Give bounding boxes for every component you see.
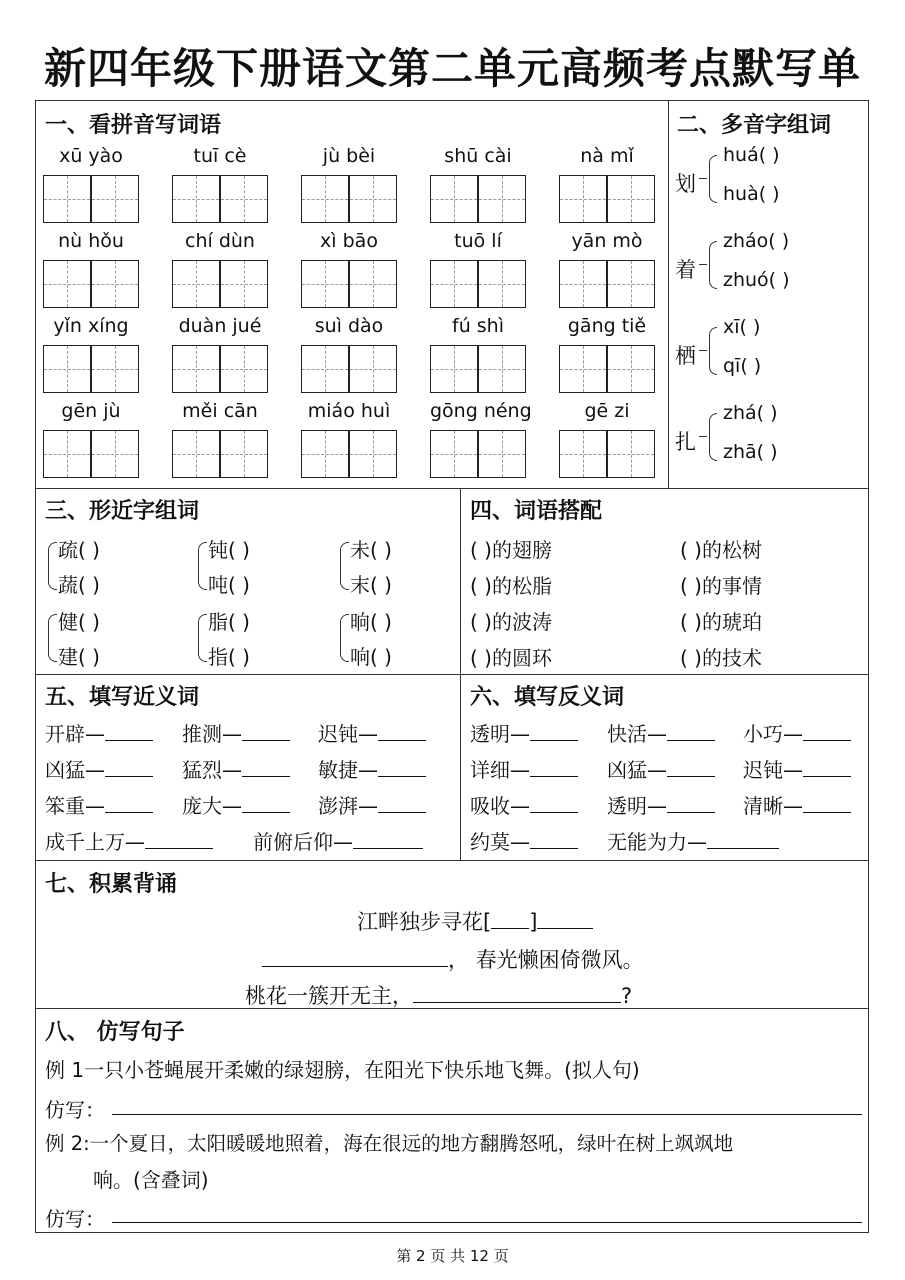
writing-box[interactable] bbox=[172, 260, 220, 308]
pinyin-label: gāng tiě bbox=[567, 315, 647, 337]
blank[interactable] bbox=[667, 812, 715, 813]
writing-box[interactable] bbox=[478, 175, 526, 223]
fill-word: 无能为力— bbox=[607, 830, 707, 854]
fill-item bbox=[182, 754, 290, 783]
blank[interactable] bbox=[537, 928, 593, 929]
fill-word: 快活— bbox=[607, 722, 667, 746]
collocation-item: ( )的琥珀 bbox=[680, 610, 762, 634]
pinyin-label: xì bāo bbox=[320, 230, 378, 252]
section-3-heading: 三、形近字组词 bbox=[45, 499, 200, 524]
example-2-line-2: 响。(含叠词) bbox=[93, 1168, 209, 1192]
fill-item bbox=[182, 790, 290, 819]
collocation-item: ( )的技术 bbox=[680, 646, 762, 670]
similar-char-item: 吨( ) bbox=[208, 573, 250, 597]
fill-item bbox=[470, 826, 578, 855]
similar-char-item: 脂( ) bbox=[208, 610, 250, 634]
polyphone-option: huà( ) bbox=[723, 183, 780, 205]
blank[interactable] bbox=[803, 776, 851, 777]
poem-line-2 bbox=[262, 944, 644, 974]
polyphone-option: zhuó( ) bbox=[723, 269, 790, 291]
pinyin-label: xū yào bbox=[59, 145, 123, 167]
writing-box[interactable] bbox=[478, 345, 526, 393]
fill-word: 敏捷— bbox=[318, 758, 378, 782]
writing-box[interactable] bbox=[43, 345, 91, 393]
writing-box[interactable] bbox=[349, 175, 397, 223]
polyphone-option: qī( ) bbox=[723, 355, 762, 377]
brace bbox=[709, 241, 717, 289]
divider bbox=[35, 674, 869, 675]
fill-word: 详细— bbox=[470, 758, 530, 782]
section-8-heading: 八、 仿写句子 bbox=[45, 1020, 185, 1045]
fill-item bbox=[470, 754, 578, 783]
blank[interactable] bbox=[530, 740, 578, 741]
pinyin-label: suì dào bbox=[314, 315, 384, 337]
writing-box[interactable] bbox=[43, 430, 91, 478]
similar-char-item: 钝( ) bbox=[208, 538, 250, 562]
write-label-1: 仿写： bbox=[45, 1098, 105, 1122]
writing-box[interactable] bbox=[559, 345, 607, 393]
brace bbox=[340, 614, 349, 662]
pinyin-label: měi cān bbox=[182, 400, 258, 422]
blank[interactable] bbox=[803, 740, 851, 741]
fill-word: 推测— bbox=[182, 722, 242, 746]
writing-box[interactable] bbox=[172, 345, 220, 393]
blank[interactable] bbox=[707, 848, 779, 849]
collocation-item: ( )的翅膀 bbox=[470, 538, 552, 562]
answer-line-1[interactable] bbox=[112, 1114, 862, 1115]
writing-box[interactable] bbox=[301, 260, 349, 308]
writing-box[interactable] bbox=[430, 175, 478, 223]
brace-tick bbox=[699, 178, 707, 179]
polyphone-option: zhā( ) bbox=[723, 441, 778, 463]
blank[interactable] bbox=[378, 740, 426, 741]
divider bbox=[35, 860, 869, 861]
fill-item bbox=[607, 790, 715, 819]
poem-title-line bbox=[357, 906, 593, 936]
pinyin-label: tuī cè bbox=[193, 145, 247, 167]
fill-word: 庞大— bbox=[182, 794, 242, 818]
fill-item bbox=[743, 790, 851, 819]
blank[interactable] bbox=[530, 848, 578, 849]
fill-item bbox=[318, 754, 426, 783]
writing-box[interactable] bbox=[301, 175, 349, 223]
writing-box[interactable] bbox=[478, 260, 526, 308]
collocation-item: ( )的事情 bbox=[680, 574, 762, 598]
similar-char-item: 末( ) bbox=[350, 573, 392, 597]
similar-char-item: 疏( ) bbox=[58, 538, 100, 562]
poem-title: 江畔独步寻花[ bbox=[357, 910, 492, 934]
blank[interactable] bbox=[667, 776, 715, 777]
similar-char-item: 蔬( ) bbox=[58, 573, 100, 597]
blank[interactable] bbox=[242, 740, 290, 741]
writing-box[interactable] bbox=[349, 430, 397, 478]
pinyin-label: chí dùn bbox=[185, 230, 255, 252]
writing-box[interactable] bbox=[43, 175, 91, 223]
similar-char-item: 建( ) bbox=[58, 645, 100, 669]
blank[interactable] bbox=[667, 740, 715, 741]
brace-tick bbox=[699, 350, 707, 351]
pinyin-label: miáo huì bbox=[307, 400, 391, 422]
pinyin-label: fú shì bbox=[452, 315, 504, 337]
pinyin-label: gēn jù bbox=[61, 400, 121, 422]
page-footer: 第 2 页 共 12 页 bbox=[396, 1247, 509, 1265]
blank[interactable] bbox=[242, 776, 290, 777]
brace bbox=[198, 614, 207, 662]
brace-tick bbox=[699, 264, 707, 265]
pinyin-label: yǐn xíng bbox=[53, 315, 129, 337]
fill-item bbox=[470, 718, 578, 747]
section-7-heading: 七、积累背诵 bbox=[45, 872, 178, 897]
brace bbox=[48, 542, 57, 590]
pinyin-label: jù bèi bbox=[322, 145, 376, 167]
writing-box[interactable] bbox=[301, 430, 349, 478]
section-5-heading: 五、填写近义词 bbox=[45, 685, 200, 710]
writing-box[interactable] bbox=[91, 430, 139, 478]
polyphone-char: 着 bbox=[675, 258, 696, 282]
pinyin-label: gōng néng bbox=[430, 400, 532, 422]
pinyin-label: nà mǐ bbox=[580, 145, 634, 167]
pinyin-label: tuō lí bbox=[454, 230, 502, 252]
blank[interactable] bbox=[105, 776, 153, 777]
divider bbox=[668, 100, 669, 488]
writing-box[interactable] bbox=[478, 430, 526, 478]
fill-item bbox=[253, 826, 423, 855]
writing-box[interactable] bbox=[607, 175, 655, 223]
fill-item bbox=[470, 790, 578, 819]
brace bbox=[198, 542, 207, 590]
brace bbox=[709, 327, 717, 375]
fill-item bbox=[45, 754, 153, 783]
blank[interactable] bbox=[530, 812, 578, 813]
blank[interactable] bbox=[378, 812, 426, 813]
poem-line-3-text: 桃花一簇开无主， bbox=[245, 984, 413, 1008]
section-1-heading: 一、看拼音写词语 bbox=[45, 113, 222, 138]
fill-item bbox=[318, 718, 426, 747]
blank[interactable] bbox=[803, 812, 851, 813]
fill-item bbox=[607, 718, 715, 747]
example-2-line-1: 例 2:一个夏日，太阳暖暖地照着，海在很远的地方翻腾怒吼，绿叶在树上飒飒地 bbox=[45, 1132, 734, 1155]
pinyin-label: shū cài bbox=[444, 145, 512, 167]
pinyin-label: yān mò bbox=[571, 230, 643, 252]
writing-box[interactable] bbox=[220, 260, 268, 308]
polyphone-char: 栖 bbox=[675, 344, 696, 368]
blank[interactable] bbox=[378, 776, 426, 777]
writing-box[interactable] bbox=[220, 175, 268, 223]
answer-line-2[interactable] bbox=[112, 1222, 862, 1223]
writing-box[interactable] bbox=[607, 345, 655, 393]
similar-char-item: 未( ) bbox=[350, 538, 392, 562]
collocation-item: ( )的波涛 bbox=[470, 610, 552, 634]
writing-box[interactable] bbox=[301, 345, 349, 393]
fill-word: 澎湃— bbox=[318, 794, 378, 818]
similar-char-item: 响( ) bbox=[350, 645, 392, 669]
poem-title-close: ] bbox=[529, 910, 538, 934]
writing-box[interactable] bbox=[172, 175, 220, 223]
blank[interactable] bbox=[353, 848, 423, 849]
pinyin-label: gē zi bbox=[584, 400, 630, 422]
fill-word: 吸收— bbox=[470, 794, 530, 818]
similar-char-item: 健( ) bbox=[58, 610, 100, 634]
fill-item bbox=[45, 826, 213, 855]
page-title: 新四年级下册语文第二单元高频考点默写单 bbox=[43, 44, 861, 93]
blank[interactable] bbox=[105, 812, 153, 813]
blank[interactable] bbox=[530, 776, 578, 777]
blank[interactable] bbox=[413, 1002, 621, 1003]
fill-word: 小巧— bbox=[743, 722, 803, 746]
brace bbox=[709, 155, 717, 203]
polyphone-option: xī( ) bbox=[723, 316, 761, 338]
fill-word: 开辟— bbox=[45, 722, 105, 746]
blank[interactable] bbox=[491, 928, 529, 929]
writing-box[interactable] bbox=[430, 260, 478, 308]
divider bbox=[35, 488, 869, 489]
blank[interactable] bbox=[145, 848, 213, 849]
fill-word: 约莫— bbox=[470, 830, 530, 854]
writing-box[interactable] bbox=[559, 260, 607, 308]
fill-word: 前俯后仰— bbox=[253, 830, 353, 854]
blank[interactable] bbox=[262, 966, 448, 967]
fill-item bbox=[45, 790, 153, 819]
fill-item bbox=[743, 718, 851, 747]
fill-word: 迟钝— bbox=[318, 722, 378, 746]
writing-box[interactable] bbox=[220, 430, 268, 478]
fill-word: 清晰— bbox=[743, 794, 803, 818]
fill-item bbox=[45, 718, 153, 747]
fill-item bbox=[182, 718, 290, 747]
writing-box[interactable] bbox=[607, 260, 655, 308]
writing-box[interactable] bbox=[43, 260, 91, 308]
pinyin-label: duàn jué bbox=[178, 315, 262, 337]
writing-box[interactable] bbox=[430, 345, 478, 393]
polyphone-char: 划 bbox=[675, 172, 696, 196]
brace bbox=[340, 542, 349, 590]
fill-word: 透明— bbox=[607, 794, 667, 818]
similar-char-item: 晌( ) bbox=[350, 610, 392, 634]
fill-word: 透明— bbox=[470, 722, 530, 746]
collocation-item: ( )的松树 bbox=[680, 538, 762, 562]
polyphone-option: zháo( ) bbox=[723, 230, 790, 252]
blank[interactable] bbox=[242, 812, 290, 813]
fill-word: 猛烈— bbox=[182, 758, 242, 782]
polyphone-option: zhá( ) bbox=[723, 402, 778, 424]
writing-box[interactable] bbox=[91, 175, 139, 223]
poem-line-3 bbox=[245, 980, 632, 1010]
writing-box[interactable] bbox=[559, 430, 607, 478]
collocation-item: ( )的圆环 bbox=[470, 646, 552, 670]
brace bbox=[48, 614, 57, 662]
writing-box[interactable] bbox=[91, 260, 139, 308]
collocation-item: ( )的松脂 bbox=[470, 574, 552, 598]
write-label-2: 仿写： bbox=[45, 1207, 105, 1231]
fill-item bbox=[743, 754, 851, 783]
section-4-heading: 四、词语搭配 bbox=[470, 499, 603, 524]
writing-box[interactable] bbox=[220, 345, 268, 393]
writing-box[interactable] bbox=[607, 430, 655, 478]
fill-word: 成千上万— bbox=[45, 830, 145, 854]
writing-box[interactable] bbox=[91, 345, 139, 393]
fill-word: 凶猛— bbox=[45, 758, 105, 782]
polyphone-char: 扎 bbox=[675, 430, 696, 454]
blank[interactable] bbox=[105, 740, 153, 741]
fill-word: 迟钝— bbox=[743, 758, 803, 782]
writing-box[interactable] bbox=[172, 430, 220, 478]
fill-item bbox=[607, 826, 779, 855]
section-2-heading: 二、多音字组词 bbox=[677, 113, 832, 138]
fill-item bbox=[607, 754, 715, 783]
polyphone-option: huá( ) bbox=[723, 144, 780, 166]
poem-line-3-end: ? bbox=[621, 984, 633, 1008]
poem-line-2-text: ， 春光懒困倚微风。 bbox=[448, 948, 644, 972]
pinyin-label: nù hǒu bbox=[58, 230, 124, 252]
writing-box[interactable] bbox=[559, 175, 607, 223]
section-6-heading: 六、填写反义词 bbox=[470, 685, 625, 710]
brace bbox=[709, 413, 717, 461]
similar-char-item: 指( ) bbox=[208, 645, 250, 669]
fill-item bbox=[318, 790, 426, 819]
fill-word: 笨重— bbox=[45, 794, 105, 818]
fill-word: 凶猛— bbox=[607, 758, 667, 782]
writing-box[interactable] bbox=[349, 260, 397, 308]
writing-box[interactable] bbox=[349, 345, 397, 393]
example-1: 例 1一只小苍蝇展开柔嫩的绿翅膀，在阳光下快乐地飞舞。(拟人句) bbox=[45, 1058, 640, 1082]
brace-tick bbox=[699, 436, 707, 437]
writing-box[interactable] bbox=[430, 430, 478, 478]
